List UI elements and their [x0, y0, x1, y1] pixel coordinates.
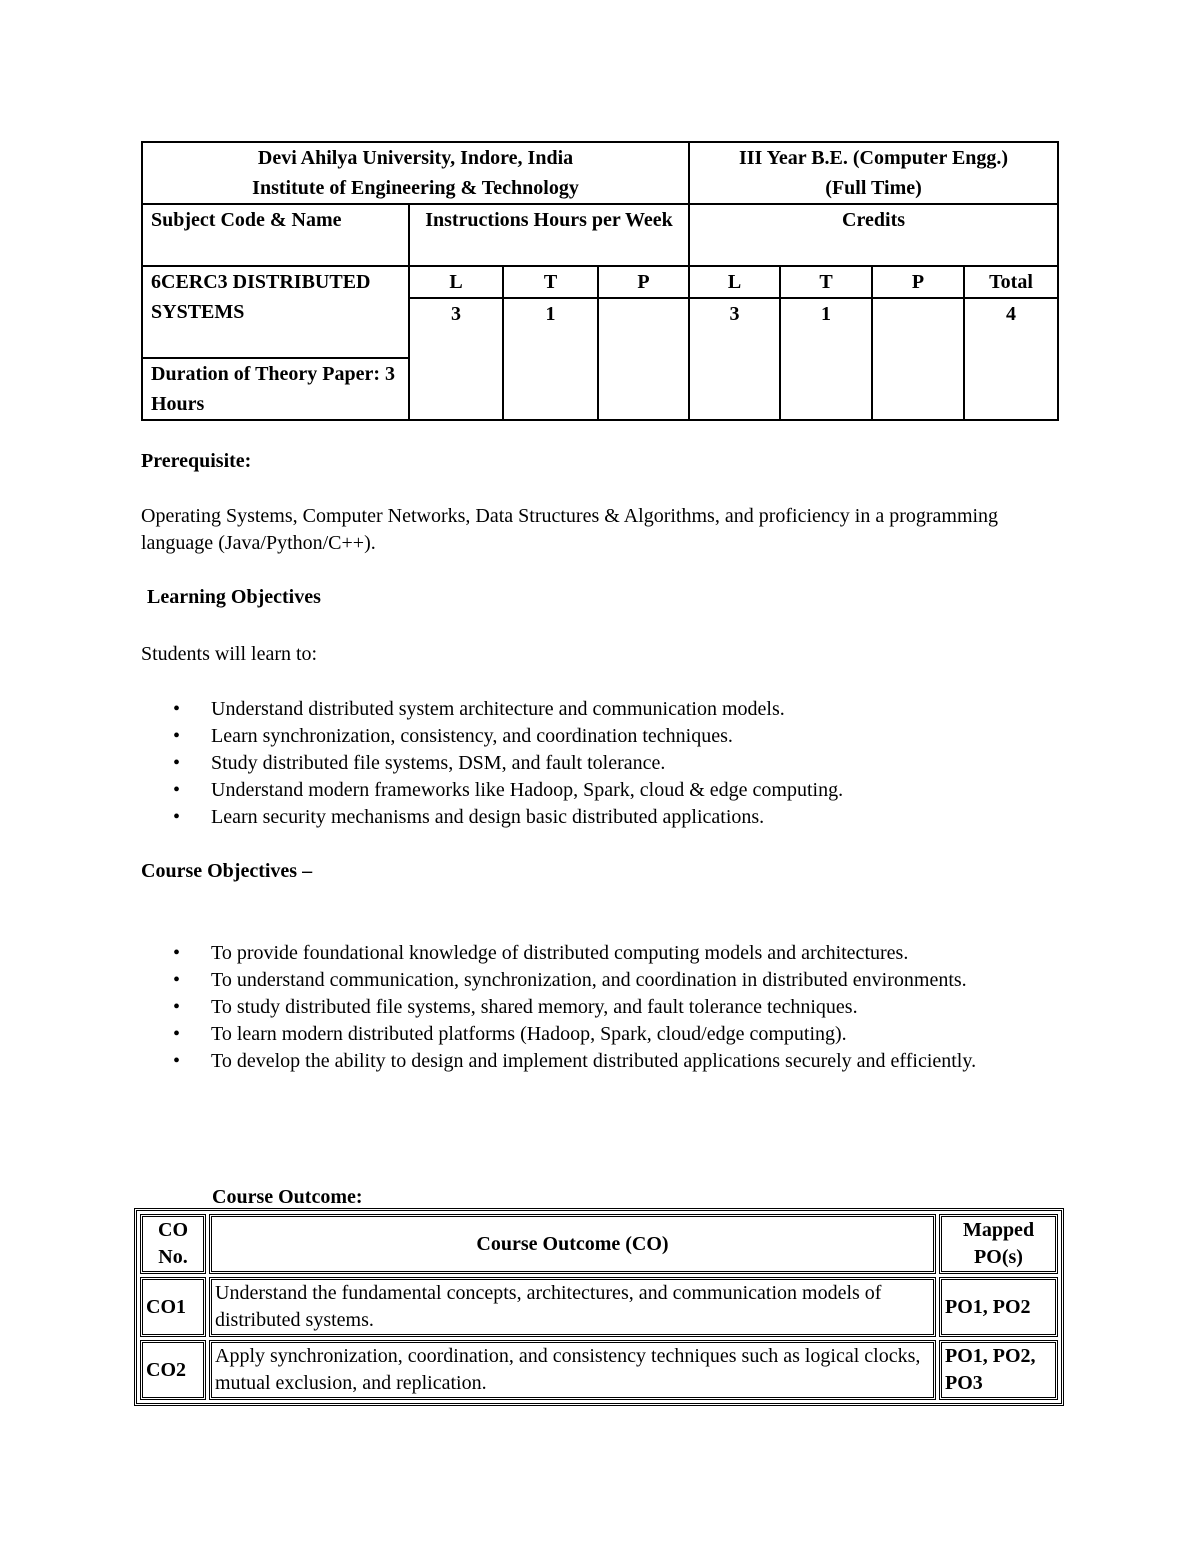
- hours-p-value: [598, 298, 689, 420]
- list-item: • Understand modern frameworks like Hadoop, Spark, cloud & edge computing.: [141, 777, 1091, 804]
- credits-label: Credits: [689, 204, 1058, 266]
- program-cell: [689, 142, 1058, 204]
- table-row: [140, 1340, 1058, 1400]
- hours-t-value: 1: [503, 298, 598, 420]
- list-item: • To study distributed file systems, shared memory, and fault tolerance techniques.: [141, 994, 1091, 1021]
- list-item: • To understand communication, synchronization, and coordination in distributed environments.: [141, 967, 1091, 994]
- institute-name: Institute of Engineering & Technology: [252, 177, 579, 199]
- program-year: III Year B.E. (Computer Engg.): [738, 147, 1009, 169]
- table-row: [140, 1277, 1058, 1337]
- list-item: • To provide foundational knowledge of distributed computing models and architectures.: [141, 940, 1091, 967]
- credit-t-value: 1: [780, 298, 872, 420]
- co-number: CO1: [140, 1277, 206, 1337]
- hours-l-value: 3: [409, 298, 503, 420]
- co-mapped-po: PO1, PO2: [939, 1277, 1058, 1337]
- university-name: Devi Ahilya University, Indore, India: [257, 147, 574, 169]
- duration-cell: Duration of Theory Paper: 3 Hours: [142, 358, 409, 420]
- co-po-header: Mapped PO(s): [939, 1214, 1058, 1274]
- prerequisite-text: Operating Systems, Computer Networks, Data Structures & Algorithms, and proficiency in a programming language (Java/Python/C++).: [141, 505, 999, 554]
- course-outcome-table: [134, 1208, 1064, 1406]
- program-mode: (Full Time): [825, 177, 922, 199]
- subject-name: 6CERC3 DISTRIBUTED SYSTEMS: [142, 266, 409, 358]
- col-head-credit-p: P: [872, 266, 964, 298]
- university-cell: [142, 142, 689, 204]
- co-text: Understand the fundamental concepts, architectures, and communication models of distributed systems.: [209, 1277, 936, 1337]
- course-objectives-heading: Course Objectives –: [141, 860, 313, 882]
- course-header-table: [141, 141, 1059, 421]
- credit-l-value: 3: [689, 298, 780, 420]
- course-outcome-heading: Course Outcome:: [212, 1186, 363, 1208]
- col-head-p: P: [598, 266, 689, 298]
- col-head-l: L: [409, 266, 503, 298]
- list-item: • Study distributed file systems, DSM, and fault tolerance.: [141, 750, 1091, 777]
- credit-total-value: 4: [964, 298, 1058, 420]
- co-text: Apply synchronization, coordination, and consistency techniques such as logical clocks, mutual exclusion, and replication.: [209, 1340, 936, 1400]
- learning-intro: Students will learn to:: [141, 643, 318, 665]
- list-item: • To learn modern distributed platforms (Hadoop, Spark, cloud/edge computing).: [141, 1021, 1091, 1048]
- course-objectives-list: [141, 940, 1091, 1075]
- col-head-credit-l: L: [689, 266, 780, 298]
- co-number: CO2: [140, 1340, 206, 1400]
- list-item: • Learn synchronization, consistency, and coordination techniques.: [141, 723, 1091, 750]
- hours-label: Instructions Hours per Week: [409, 204, 689, 266]
- list-item: • Understand distributed system architecture and communication models.: [141, 696, 1091, 723]
- subject-label: Subject Code & Name: [142, 204, 409, 266]
- co-no-header: CO No.: [140, 1214, 206, 1274]
- list-item: • To develop the ability to design and implement distributed applications securely and efficiently.: [141, 1048, 1091, 1075]
- list-item: • Learn security mechanisms and design basic distributed applications.: [141, 804, 1091, 831]
- co-mapped-po: PO1, PO2, PO3: [939, 1340, 1058, 1400]
- prerequisite-heading: Prerequisite:: [141, 450, 252, 472]
- learning-objectives-heading: Learning Objectives: [147, 586, 321, 608]
- credit-p-value: [872, 298, 964, 420]
- col-head-credit-t: T: [780, 266, 872, 298]
- co-outcome-header: Course Outcome (CO): [209, 1214, 936, 1274]
- learning-objectives-list: [141, 696, 1091, 831]
- col-head-t: T: [503, 266, 598, 298]
- col-head-total: Total: [964, 266, 1058, 298]
